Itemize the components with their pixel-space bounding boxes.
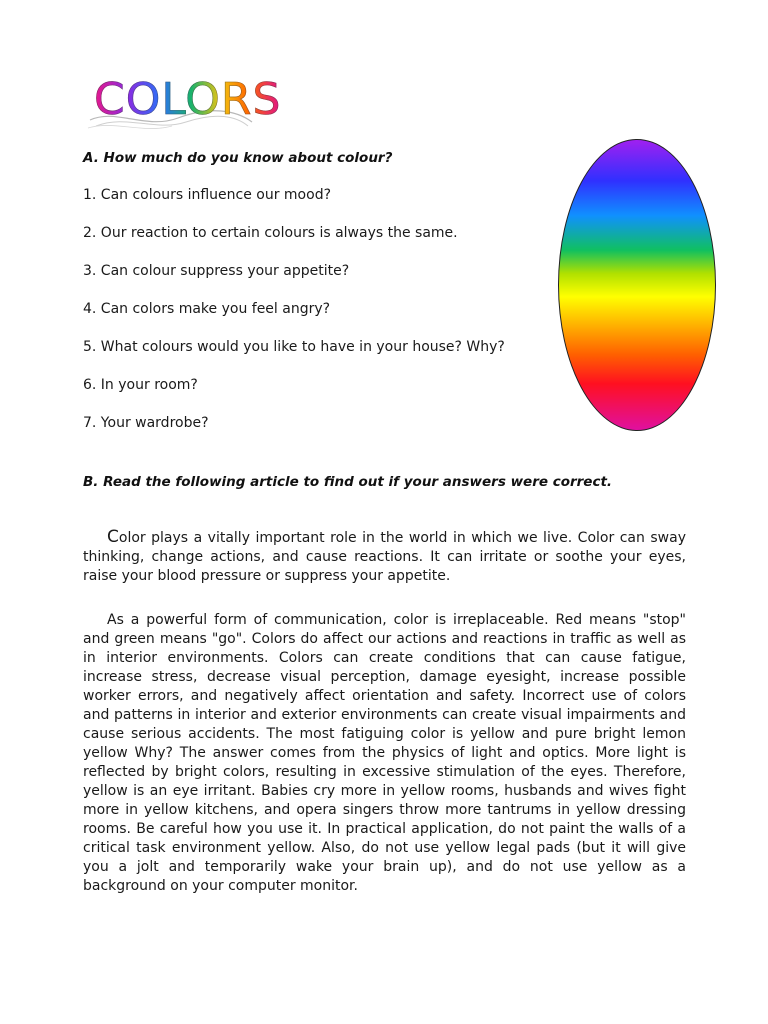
section-a-heading: A. How much do you know about colour? [83, 150, 393, 166]
question-item: 5. What colours would you like to have in your house? Why? [83, 339, 505, 355]
article-paragraph-2 [83, 611, 686, 896]
page-title: COLORS [94, 74, 282, 125]
article-paragraph-1 [83, 528, 686, 586]
question-item: 1. Can colours influence our mood? [83, 187, 332, 203]
color-spectrum-ellipse [558, 139, 716, 431]
title-logo [86, 72, 282, 132]
paragraph-2-text: As a powerful form of communication, color is irreplaceable. Red means "stop" and green means "go". Colors do affect our actions and reactions in traffic as well as in interior environments. Colors can create conditions that can cause fatigue, increase stress, decrease visual perception, damage eyesight, increase possible worker errors, and negatively affect orientation and safety. Incorrect use of colors and patterns in interior and exterior environments can create visual impairments and cause serious accidents. The most fatiguing color is yellow and pure bright lemon yellow Why? The answer comes from the physics of light and optics. More light is reflected by bright colors, resulting in excessive stimulation of the eyes. Therefore, yellow is an eye irritant. Babies cry more in yellow rooms, husbands and wives fight more in yellow kitchens, and opera singers throw more tantrums in yellow dressing rooms. Be careful how you use it. In practical application, do not paint the walls of a critical task environment yellow. Also, do not use yellow legal pads (but it will give you a jolt and temporarily wake your brain up), and do not use yellow as a background on your computer monitor. [83, 612, 686, 894]
question-item: 4. Can colors make you feel angry? [83, 301, 331, 317]
paragraph-1-text: olor plays a vitally important role in the world in which we live. Color can sway thinking, change actions, and cause reactions. It can irritate or soothe your eyes, raise your blood pressure or suppress your appetite. [83, 530, 686, 584]
question-item: 6. In your room? [83, 377, 198, 393]
section-b-heading: B. Read the following article to find out if your answers were correct. [83, 474, 613, 490]
question-list [83, 186, 505, 452]
question-item: 2. Our reaction to certain colours is always the same. [83, 225, 458, 241]
paragraph-initial-letter: C [107, 527, 119, 547]
question-item: 7. Your wardrobe? [83, 415, 209, 431]
question-item: 3. Can colour suppress your appetite? [83, 263, 350, 279]
